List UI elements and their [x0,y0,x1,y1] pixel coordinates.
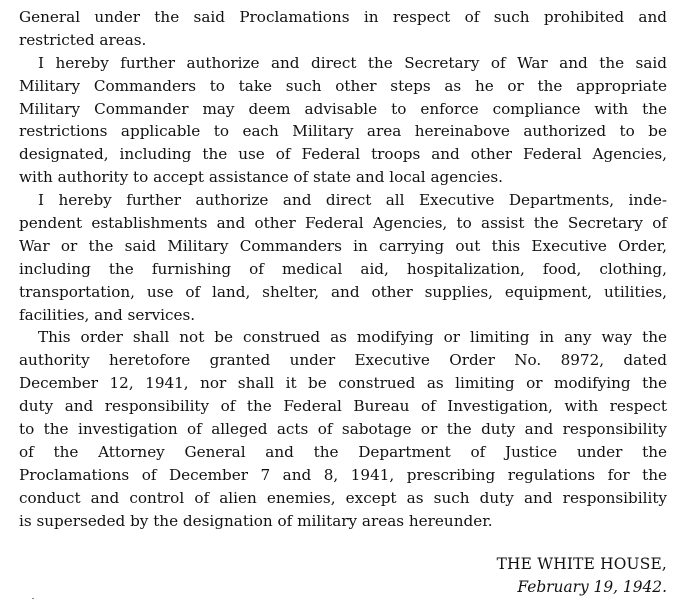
signature-place: THE WHITE HOUSE, [496,555,667,573]
text-line: of the Attorney General and the Department of Justice under the [19,442,667,461]
paragraph [19,6,667,52]
text-line: duty and responsibility of the Federal Bureau of Investigation, with respect [19,397,667,416]
text-line: is superseded by the designation of military areas hereunder. [19,511,493,530]
text-line: conduct and control of alien enemies, except as such duty and responsibility [19,488,667,507]
text-line: restrictions applicable to each Military area hereinabove authorized to be [19,122,667,141]
text-line: I hereby further authorize and direct the Secretary of War and the said [38,53,667,72]
text-line: December 12, 1941, nor shall it be construed as limiting or modifying the [19,374,667,393]
paragraph [19,189,667,326]
text-line: War or the said Military Commanders in carrying out this Executive Order, [19,236,667,255]
text-line: Military Commanders to take such other steps as he or the appropriate [19,76,667,95]
text-line: Proclamations of December 7 and 8, 1941, prescribing regulations for the [19,465,667,484]
text-line: transportation, use of land, shelter, and other supplies, equipment, utilities, [19,282,667,301]
text-line: with authority to accept assistance of state and local agencies. [19,168,504,187]
text-line: authority heretofore granted under Executive Order No. 8972, dated [19,351,667,370]
paragraph [19,52,667,189]
scan-speck [32,598,34,599]
signature-block [497,553,667,599]
text-line: facilities, and services. [19,305,196,324]
signature-date: February 19, 1942. [517,578,667,596]
text-line: Military Commander may deem advisable to enforce compliance with the [19,99,667,118]
text-line: including the furnishing of medical aid, hospitalization, food, clothing, [19,259,667,278]
text-line: General under the said Proclamations in respect of such prohibited and [19,8,667,26]
paragraph [19,326,667,532]
text-line: pendent establishments and other Federal Agencies, to assist the Secretary of [19,214,667,233]
document-body [19,6,667,532]
text-line: to the investigation of alleged acts of sabotage or the duty and responsibility [19,420,667,439]
text-line: I hereby further authorize and direct all Executive Departments, inde- [38,191,667,210]
text-line: restricted areas. [19,30,147,49]
text-line: This order shall not be construed as modifying or limiting in any way the [38,328,667,347]
text-line: designated, including the use of Federal troops and other Federal Agencies, [19,145,667,164]
